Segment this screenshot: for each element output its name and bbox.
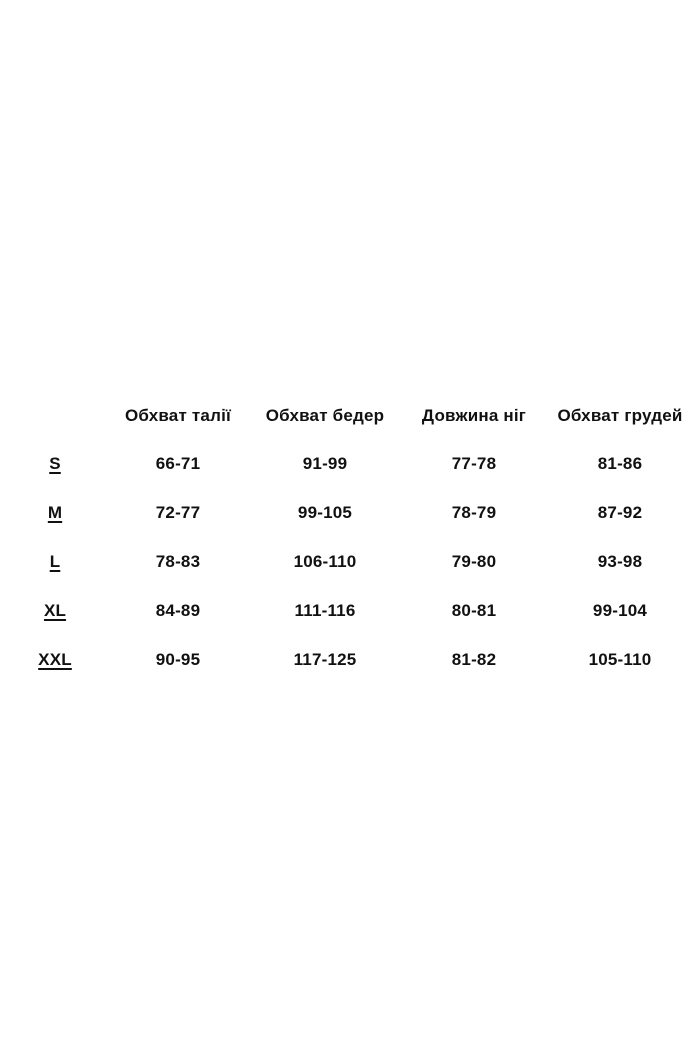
leg-length-value: 81-82 — [451, 650, 497, 669]
table-row — [0, 587, 700, 636]
column-header-hips: Обхват бедер — [265, 406, 385, 425]
leg-length-value: 79-80 — [451, 552, 497, 571]
chest-value: 105-110 — [588, 650, 652, 669]
size-label: M — [47, 503, 63, 522]
waist-value: 66-71 — [155, 454, 201, 473]
size-label: L — [49, 552, 61, 571]
column-header-waist: Обхват талії — [125, 406, 231, 425]
hips-value: 106-110 — [293, 552, 357, 571]
hips-value: 99-105 — [297, 503, 353, 522]
waist-value: 72-77 — [155, 503, 201, 522]
leg-length-value: 77-78 — [451, 454, 497, 473]
hips-value: 117-125 — [293, 650, 357, 669]
size-label: XXL — [38, 650, 72, 669]
size-label: S — [49, 454, 61, 473]
hips-value: 91-99 — [302, 454, 348, 473]
leg-length-value: 80-81 — [451, 601, 497, 620]
waist-value: 84-89 — [155, 601, 201, 620]
chest-value: 87-92 — [597, 503, 643, 522]
chest-value: 81-86 — [597, 454, 643, 473]
waist-value: 90-95 — [155, 650, 201, 669]
hips-value: 111-116 — [294, 601, 356, 620]
size-label: XL — [43, 601, 67, 620]
table-header-row — [0, 392, 700, 440]
table-row — [0, 538, 700, 587]
table-row — [0, 636, 700, 685]
chest-value: 93-98 — [597, 552, 643, 571]
column-header-chest: Обхват грудей — [557, 406, 683, 425]
size-chart-table — [0, 392, 700, 685]
table-row — [0, 440, 700, 489]
leg-length-value: 78-79 — [451, 503, 497, 522]
table-row — [0, 489, 700, 538]
waist-value: 78-83 — [155, 552, 201, 571]
column-header-leg-length: Довжина ніг — [421, 406, 527, 425]
chest-value: 99-104 — [592, 601, 648, 620]
